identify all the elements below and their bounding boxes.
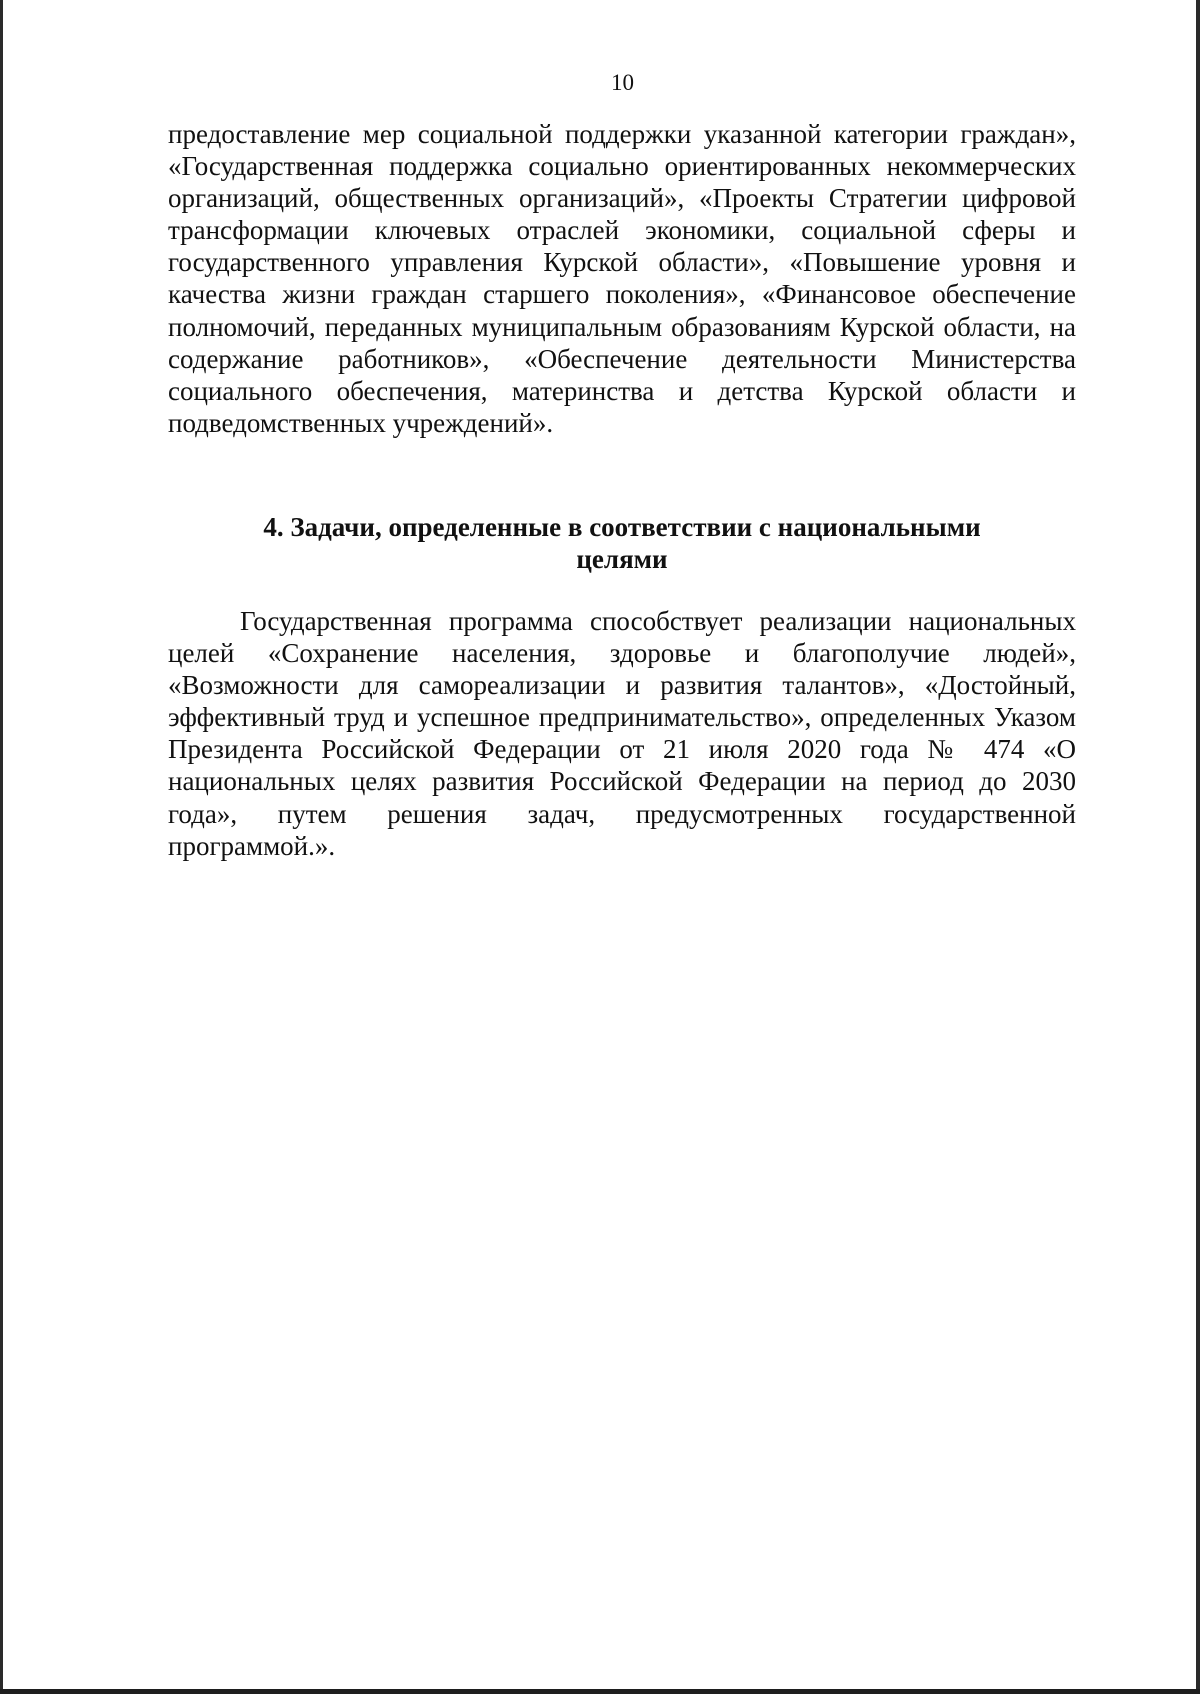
scan-edge-left [0, 0, 3, 1694]
paragraph-continued: предоставление мер социальной поддержки указанной категории граждан», «Государственная поддержка социально ориентированных некоммерческих организаций, общественных организаций», «Проекты Стратегии цифровой трансформации ключевых отраслей экономики, социальной сферы и государственного управления Курской области», «Повышение уровня и качества жизни граждан старшего поколения», «Финансовое обеспечение полномочий, переданных муниципальным образованиям Курской области, на содержание работников», «Обеспечение деятельности Министерства социального обеспечения, материнства и детства Курской области и подведомственных учреждений». [168, 119, 1076, 438]
section-heading-line-2: целями [576, 543, 668, 574]
scan-edge-right [1196, 0, 1200, 1694]
section-heading [168, 511, 1076, 575]
scan-edge-bottom [0, 1689, 1200, 1694]
section-paragraph: Государственная программа способствует реализации национальных целей «Сохранение населения, здоровье и благополучие людей», «Возможности для самореализации и развития талантов», «Достойный, эффективный труд и успешное предпринимательство», определенных Указом Президента Российской Федерации от 21 июля 2020 года № 474 «О национальных целях развития Российской Федерации на период до 2030 года», путем решения задач, предусмотренных государственной программой.». [168, 605, 1076, 861]
document-body [168, 118, 1076, 862]
section-heading-line-1: 4. Задачи, определенные в соответствии с национальными [263, 511, 981, 542]
page-number: 10 [611, 70, 634, 95]
